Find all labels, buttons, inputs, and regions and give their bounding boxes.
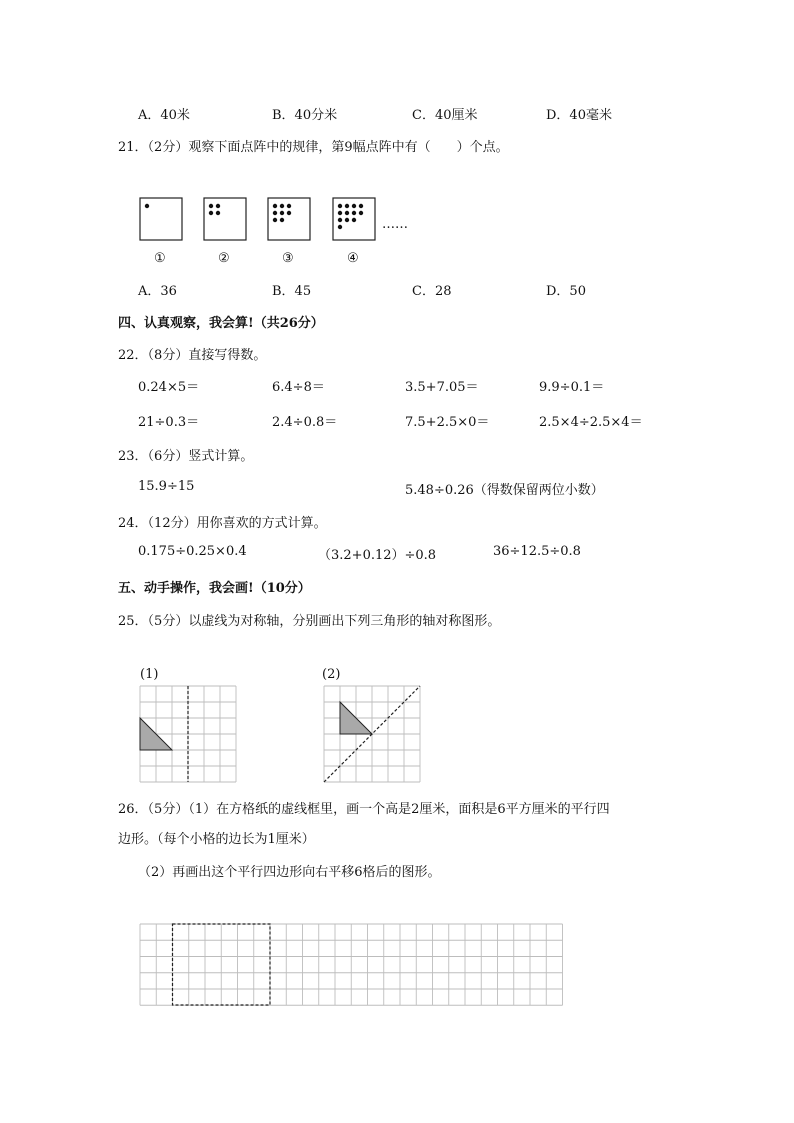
square-grid-paper [138, 922, 568, 1008]
section-4-title: 四、认真观察，我会算!（共26分） [118, 316, 324, 331]
symmetry-grid-1 [138, 664, 240, 784]
q24-expr: 36÷12.5÷0.8 [493, 544, 581, 559]
figure-ellipsis: …… [382, 217, 408, 232]
symmetry-grid-2 [320, 664, 424, 784]
q22-expr: 7.5+2.5×0＝ [405, 415, 490, 430]
q22-expr: 6.4÷8＝ [272, 380, 325, 395]
figure-label-1: ① [154, 251, 166, 266]
q20-option-c: C．40厘米 [412, 108, 478, 123]
dot-array-figure [138, 196, 418, 268]
q24-expr: （3.2+0.12）÷0.8 [318, 548, 437, 563]
q22-question: 22．（8分）直接写得数。 [118, 348, 267, 363]
q23-expr: 15.9÷15 [138, 479, 195, 494]
figure-label-3: ③ [282, 251, 294, 266]
q23-expr: 5.48÷0.26（得数保留两位小数） [405, 483, 604, 498]
q21-option-d: D．50 [546, 284, 586, 299]
q24-question: 24．（12分）用你喜欢的方式计算。 [118, 516, 327, 531]
q20-option-d: D．40毫米 [546, 108, 612, 123]
figure-label-2: ② [218, 251, 230, 266]
q21-option-c: C．28 [412, 284, 452, 299]
q26-question-line2: 边形。（每个小格的边长为1厘米） [118, 832, 315, 847]
q20-option-b: B．40分米 [272, 108, 338, 123]
q22-expr: 21÷0.3＝ [138, 415, 200, 430]
q21-question: 21．（2分）观察下面点阵中的规律，第9幅点阵中有（ ）个点。 [118, 140, 509, 155]
q22-expr: 2.5×4÷2.5×4＝ [539, 415, 643, 430]
q21-option-a: A．36 [138, 284, 177, 299]
q24-expr: 0.175÷0.25×0.4 [138, 544, 247, 559]
section-5-title: 五、动手操作，我会画!（10分） [118, 581, 311, 596]
q26-question-line1: 26．（5分）（1）在方格纸的虚线框里，画一个高是2厘米，面积是6平方厘米的平行四 [118, 802, 610, 817]
q20-option-a: A．40米 [138, 108, 190, 123]
q21-option-b: B．45 [272, 284, 312, 299]
q23-question: 23．（6分）竖式计算。 [118, 449, 254, 464]
grid-label-1: (1) [140, 667, 159, 682]
grid-label-2: (2) [322, 667, 341, 682]
q22-expr: 9.9÷0.1＝ [539, 380, 605, 395]
q25-question: 25．（5分）以虚线为对称轴，分别画出下列三角形的轴对称图形。 [118, 614, 501, 629]
q22-expr: 2.4÷0.8＝ [272, 415, 338, 430]
q26-question-line3: （2）再画出这个平行四边形向右平移6格后的图形。 [138, 865, 441, 880]
q22-expr: 3.5+7.05＝ [405, 380, 479, 395]
figure-label-4: ④ [347, 251, 359, 266]
q22-expr: 0.24×5＝ [138, 380, 200, 395]
